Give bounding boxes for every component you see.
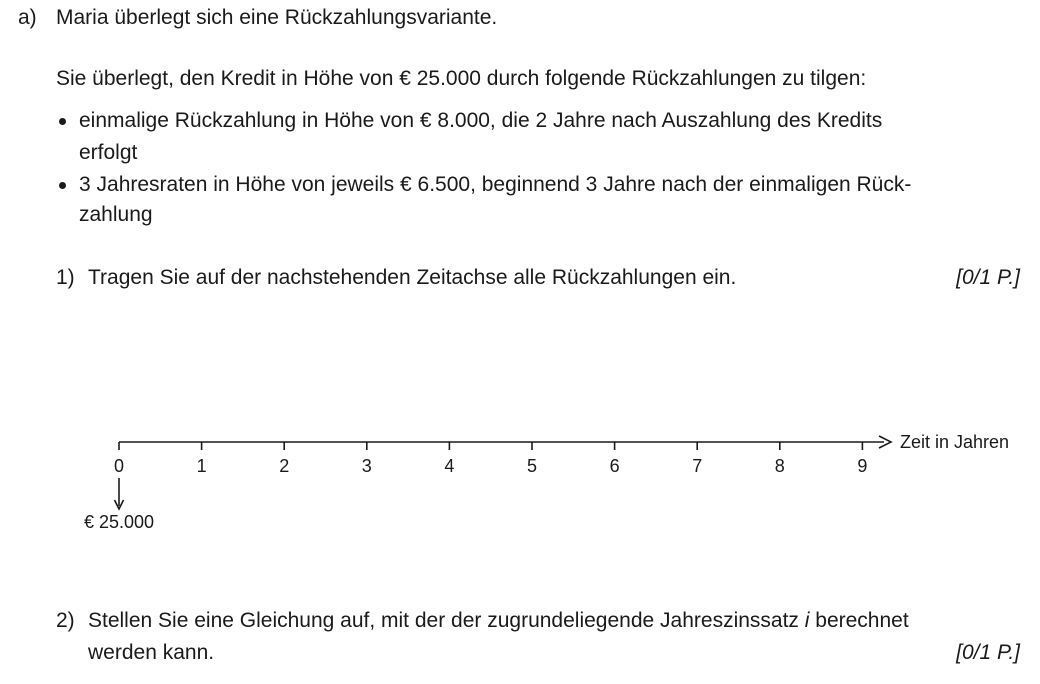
timeline-tick-label: 8 xyxy=(774,456,785,476)
timeline-tick-label: 0 xyxy=(113,456,125,476)
bullet-icon xyxy=(59,118,66,125)
timeline-tick-label: 5 xyxy=(526,456,538,476)
timeline xyxy=(0,420,1040,550)
timeline-ticks xyxy=(114,442,867,476)
timeline-axis-label: Zeit in Jahren xyxy=(900,432,1010,452)
bullet-icon xyxy=(59,182,66,189)
question-1-number: 1) xyxy=(56,266,75,289)
bullet-1-line-1: einmalige Rückzahlung in Höhe von € 8.000, die 2 Jahre nach Auszahlung des Kredits xyxy=(79,109,883,132)
timeline-tick-label: 4 xyxy=(444,456,455,476)
timeline-tick-label: 6 xyxy=(609,456,620,476)
question-1-text: Tragen Sie auf der nachstehenden Zeitachse alle Rückzahlungen ein. xyxy=(88,266,737,289)
question-1-points: [0/1 P.] xyxy=(956,266,1020,289)
task-label: a) xyxy=(18,6,37,29)
payment-label: € 25.000 xyxy=(83,512,155,532)
question-2-text-b: berechnet xyxy=(809,609,909,632)
question-2-variable: i xyxy=(804,609,810,632)
timeline-tick-label: 2 xyxy=(279,456,290,476)
bullet-1-line-2: erfolgt xyxy=(79,141,138,164)
timeline-tick-label: 7 xyxy=(692,456,703,476)
task-intro: Maria überlegt sich eine Rückzahlungsvariante. xyxy=(56,6,498,29)
question-2-points: [0/1 P.] xyxy=(956,641,1020,664)
question-2-number: 2) xyxy=(56,609,75,632)
question-2-text-a: Stellen Sie eine Gleichung auf, mit der der zugrundeliegende Jahreszinssatz xyxy=(88,609,805,632)
timeline-tick-label: 9 xyxy=(857,456,868,476)
timeline-tick-label: 1 xyxy=(196,456,207,476)
bullet-2-line-2: zahlung xyxy=(79,203,153,226)
timeline-tick-label: 3 xyxy=(361,456,372,476)
question-2-line-2: werden kann. xyxy=(88,641,215,664)
question-2-line-1 xyxy=(88,605,909,637)
bullet-2-line-1: 3 Jahresraten in Höhe von jeweils € 6.500, beginnend 3 Jahre nach der einmaligen Rück- xyxy=(79,173,912,196)
task-description: Sie überlegt, den Kredit in Höhe von € 25.000 durch folgende Rückzahlungen zu tilgen: xyxy=(56,67,867,90)
